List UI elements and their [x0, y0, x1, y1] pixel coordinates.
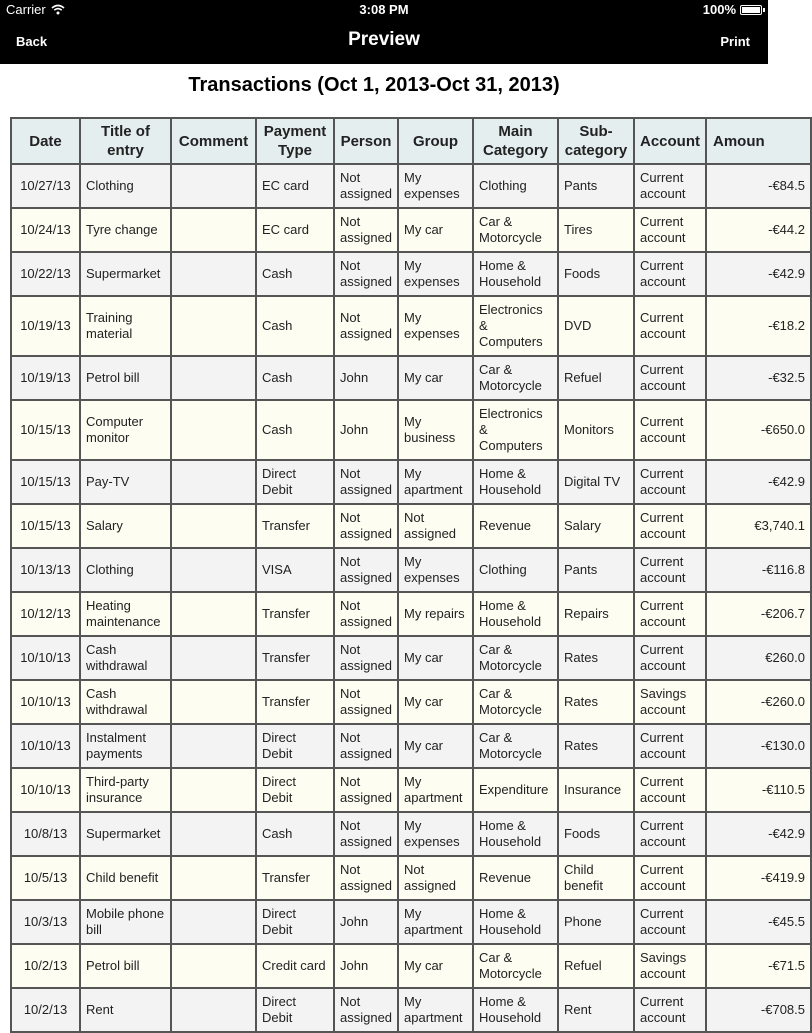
cell-title: Child benefit: [80, 856, 171, 900]
cell-title: Rent: [80, 988, 171, 1032]
table-row: [11, 988, 811, 1032]
table-row: [11, 724, 811, 768]
cell-title: Clothing: [80, 548, 171, 592]
cell-group: My expenses: [398, 296, 473, 356]
cell-account: Current account: [634, 856, 706, 900]
cell-group: My expenses: [398, 164, 473, 208]
cell-main-category: Car & Motorcycle: [473, 636, 558, 680]
cell-comment: [171, 296, 256, 356]
cell-title: Salary: [80, 504, 171, 548]
cell-person: Not assigned: [334, 856, 398, 900]
cell-sub-category: Refuel: [558, 944, 634, 988]
table-row: [11, 548, 811, 592]
cell-amount: -€116.8: [706, 548, 811, 592]
cell-sub-category: Foods: [558, 812, 634, 856]
cell-payment-type: Cash: [256, 400, 334, 460]
cell-account: Current account: [634, 460, 706, 504]
column-header-sub-category: Sub-category: [558, 118, 634, 164]
cell-main-category: Home & Household: [473, 988, 558, 1032]
cell-person: Not assigned: [334, 460, 398, 504]
cell-date: 10/19/13: [11, 296, 80, 356]
cell-title: Cash withdrawal: [80, 636, 171, 680]
cell-amount: -€206.7: [706, 592, 811, 636]
cell-date: 10/15/13: [11, 460, 80, 504]
cell-payment-type: EC card: [256, 164, 334, 208]
cell-payment-type: Cash: [256, 356, 334, 400]
cell-comment: [171, 988, 256, 1032]
column-header-account: Account: [634, 118, 706, 164]
cell-group: My expenses: [398, 812, 473, 856]
cell-payment-type: Direct Debit: [256, 768, 334, 812]
status-bar: [0, 0, 768, 20]
cell-account: Current account: [634, 356, 706, 400]
cell-main-category: Electronics & Computers: [473, 296, 558, 356]
cell-date: 10/24/13: [11, 208, 80, 252]
cell-main-category: Revenue: [473, 856, 558, 900]
cell-person: John: [334, 944, 398, 988]
cell-person: Not assigned: [334, 724, 398, 768]
column-header-date: Date: [11, 118, 80, 164]
cell-comment: [171, 636, 256, 680]
cell-main-category: Car & Motorcycle: [473, 208, 558, 252]
cell-comment: [171, 724, 256, 768]
cell-main-category: Clothing: [473, 164, 558, 208]
cell-amount: -€18.2: [706, 296, 811, 356]
cell-payment-type: Transfer: [256, 680, 334, 724]
cell-account: Savings account: [634, 944, 706, 988]
cell-date: 10/2/13: [11, 988, 80, 1032]
cell-payment-type: Transfer: [256, 504, 334, 548]
cell-sub-category: Pants: [558, 164, 634, 208]
cell-account: Current account: [634, 504, 706, 548]
print-button[interactable]: Print: [720, 34, 750, 49]
cell-sub-category: Rent: [558, 988, 634, 1032]
cell-title: Petrol bill: [80, 356, 171, 400]
cell-amount: -€260.0: [706, 680, 811, 724]
cell-main-category: Car & Motorcycle: [473, 356, 558, 400]
cell-account: Current account: [634, 592, 706, 636]
cell-date: 10/10/13: [11, 768, 80, 812]
cell-person: John: [334, 900, 398, 944]
cell-main-category: Revenue: [473, 504, 558, 548]
table-row: [11, 680, 811, 724]
cell-payment-type: Transfer: [256, 856, 334, 900]
column-header-group: Group: [398, 118, 473, 164]
cell-group: My expenses: [398, 548, 473, 592]
table-row: [11, 164, 811, 208]
cell-main-category: Car & Motorcycle: [473, 680, 558, 724]
cell-sub-category: Digital TV: [558, 460, 634, 504]
cell-date: 10/19/13: [11, 356, 80, 400]
cell-sub-category: Rates: [558, 724, 634, 768]
cell-group: My repairs: [398, 592, 473, 636]
cell-account: Current account: [634, 900, 706, 944]
cell-title: Heating maintenance: [80, 592, 171, 636]
cell-date: 10/12/13: [11, 592, 80, 636]
cell-amount: -€110.5: [706, 768, 811, 812]
clock: 3:08 PM: [359, 2, 409, 17]
cell-payment-type: EC card: [256, 208, 334, 252]
cell-account: Current account: [634, 768, 706, 812]
cell-comment: [171, 400, 256, 460]
cell-person: Not assigned: [334, 548, 398, 592]
report-title: Transactions (Oct 1, 2013-Oct 31, 2013): [188, 74, 560, 96]
cell-sub-category: Insurance: [558, 768, 634, 812]
cell-payment-type: Cash: [256, 296, 334, 356]
table-row: [11, 900, 811, 944]
cell-main-category: Electronics & Computers: [473, 400, 558, 460]
cell-person: Not assigned: [334, 680, 398, 724]
cell-sub-category: Foods: [558, 252, 634, 296]
cell-amount: -€650.0: [706, 400, 811, 460]
cell-comment: [171, 460, 256, 504]
cell-group: My car: [398, 208, 473, 252]
cell-payment-type: Credit card: [256, 944, 334, 988]
cell-amount: -€42.9: [706, 460, 811, 504]
cell-sub-category: Salary: [558, 504, 634, 548]
cell-amount: €260.0: [706, 636, 811, 680]
cell-main-category: Home & Household: [473, 812, 558, 856]
cell-group: My car: [398, 724, 473, 768]
table-row: [11, 460, 811, 504]
cell-amount: -€32.5: [706, 356, 811, 400]
cell-sub-category: Child benefit: [558, 856, 634, 900]
cell-person: Not assigned: [334, 592, 398, 636]
cell-title: Third-party insurance: [80, 768, 171, 812]
column-header-amount: Amoun: [706, 118, 811, 164]
battery-icon: [740, 5, 762, 15]
cell-date: 10/27/13: [11, 164, 80, 208]
cell-payment-type: Transfer: [256, 636, 334, 680]
cell-date: 10/13/13: [11, 548, 80, 592]
cell-title: Supermarket: [80, 812, 171, 856]
cell-account: Current account: [634, 548, 706, 592]
cell-comment: [171, 252, 256, 296]
cell-comment: [171, 900, 256, 944]
cell-title: Cash withdrawal: [80, 680, 171, 724]
cell-comment: [171, 856, 256, 900]
cell-comment: [171, 356, 256, 400]
cell-account: Current account: [634, 812, 706, 856]
cell-date: 10/15/13: [11, 400, 80, 460]
cell-date: 10/5/13: [11, 856, 80, 900]
table-header-row: [11, 118, 811, 164]
cell-amount: -€84.5: [706, 164, 811, 208]
cell-payment-type: Transfer: [256, 592, 334, 636]
cell-main-category: Clothing: [473, 548, 558, 592]
cell-amount: -€45.5: [706, 900, 811, 944]
cell-title: Pay-TV: [80, 460, 171, 504]
cell-main-category: Home & Household: [473, 460, 558, 504]
table-row: [11, 768, 811, 812]
cell-account: Current account: [634, 400, 706, 460]
back-button[interactable]: Back: [16, 34, 48, 49]
cell-person: Not assigned: [334, 636, 398, 680]
cell-main-category: Expenditure: [473, 768, 558, 812]
cell-comment: [171, 768, 256, 812]
cell-title: Mobile phone bill: [80, 900, 171, 944]
cell-payment-type: Direct Debit: [256, 988, 334, 1032]
cell-person: John: [334, 356, 398, 400]
cell-sub-category: Monitors: [558, 400, 634, 460]
cell-amount: €3,740.1: [706, 504, 811, 548]
cell-amount: -€44.2: [706, 208, 811, 252]
cell-comment: [171, 164, 256, 208]
transactions-body: [11, 164, 811, 1032]
table-row: [11, 296, 811, 356]
cell-main-category: Home & Household: [473, 900, 558, 944]
cell-group: My apartment: [398, 460, 473, 504]
cell-date: 10/10/13: [11, 680, 80, 724]
cell-title: Petrol bill: [80, 944, 171, 988]
cell-group: My apartment: [398, 768, 473, 812]
cell-comment: [171, 812, 256, 856]
cell-sub-category: Rates: [558, 680, 634, 724]
cell-payment-type: VISA: [256, 548, 334, 592]
table-row: [11, 636, 811, 680]
cell-account: Current account: [634, 296, 706, 356]
cell-group: My car: [398, 944, 473, 988]
cell-person: John: [334, 400, 398, 460]
cell-amount: -€130.0: [706, 724, 811, 768]
cell-account: Savings account: [634, 680, 706, 724]
cell-payment-type: Direct Debit: [256, 900, 334, 944]
table-row: [11, 356, 811, 400]
cell-sub-category: Phone: [558, 900, 634, 944]
cell-group: My apartment: [398, 900, 473, 944]
cell-title: Training material: [80, 296, 171, 356]
cell-account: Current account: [634, 988, 706, 1032]
cell-title: Tyre change: [80, 208, 171, 252]
navigation-bar: [0, 20, 768, 64]
table-row: [11, 252, 811, 296]
cell-title: Instalment payments: [80, 724, 171, 768]
cell-person: Not assigned: [334, 988, 398, 1032]
cell-main-category: Car & Motorcycle: [473, 724, 558, 768]
cell-person: Not assigned: [334, 164, 398, 208]
nav-title: Preview: [348, 29, 420, 50]
cell-date: 10/2/13: [11, 944, 80, 988]
cell-comment: [171, 208, 256, 252]
cell-account: Current account: [634, 252, 706, 296]
cell-sub-category: Tires: [558, 208, 634, 252]
cell-payment-type: Cash: [256, 252, 334, 296]
cell-person: Not assigned: [334, 504, 398, 548]
cell-account: Current account: [634, 724, 706, 768]
cell-group: Not assigned: [398, 504, 473, 548]
table-row: [11, 504, 811, 548]
cell-title: Computer monitor: [80, 400, 171, 460]
column-header-person: Person: [334, 118, 398, 164]
column-header-title: Title of entry: [80, 118, 171, 164]
table-row: [11, 856, 811, 900]
cell-title: Clothing: [80, 164, 171, 208]
cell-date: 10/3/13: [11, 900, 80, 944]
cell-group: My apartment: [398, 988, 473, 1032]
cell-sub-category: Pants: [558, 548, 634, 592]
cell-date: 10/22/13: [11, 252, 80, 296]
cell-comment: [171, 944, 256, 988]
cell-sub-category: Refuel: [558, 356, 634, 400]
cell-comment: [171, 548, 256, 592]
cell-group: My business: [398, 400, 473, 460]
table-row: [11, 208, 811, 252]
column-header-comment: Comment: [171, 118, 256, 164]
cell-amount: -€42.9: [706, 812, 811, 856]
cell-account: Current account: [634, 208, 706, 252]
battery-indicator: [703, 2, 762, 17]
table-row: [11, 592, 811, 636]
cell-account: Current account: [634, 164, 706, 208]
cell-comment: [171, 680, 256, 724]
cell-payment-type: Direct Debit: [256, 724, 334, 768]
cell-date: 10/10/13: [11, 724, 80, 768]
cell-account: Current account: [634, 636, 706, 680]
column-header-main-category: Main Category: [473, 118, 558, 164]
cell-person: Not assigned: [334, 252, 398, 296]
cell-person: Not assigned: [334, 812, 398, 856]
cell-date: 10/10/13: [11, 636, 80, 680]
cell-payment-type: Cash: [256, 812, 334, 856]
carrier-label: Carrier: [6, 2, 46, 17]
transactions-table: [10, 117, 812, 1033]
cell-amount: -€419.9: [706, 856, 811, 900]
cell-person: Not assigned: [334, 768, 398, 812]
cell-title: Supermarket: [80, 252, 171, 296]
cell-payment-type: Direct Debit: [256, 460, 334, 504]
cell-group: My car: [398, 636, 473, 680]
cell-main-category: Car & Motorcycle: [473, 944, 558, 988]
cell-comment: [171, 592, 256, 636]
column-header-payment-type: Payment Type: [256, 118, 334, 164]
battery-percent: 100%: [702, 2, 736, 17]
cell-group: My car: [398, 680, 473, 724]
table-row: [11, 400, 811, 460]
cell-group: My expenses: [398, 252, 473, 296]
cell-date: 10/15/13: [11, 504, 80, 548]
cell-sub-category: Rates: [558, 636, 634, 680]
cell-person: Not assigned: [334, 296, 398, 356]
cell-group: My car: [398, 356, 473, 400]
cell-group: Not assigned: [398, 856, 473, 900]
cell-sub-category: DVD: [558, 296, 634, 356]
cell-date: 10/8/13: [11, 812, 80, 856]
cell-sub-category: Repairs: [558, 592, 634, 636]
cell-main-category: Home & Household: [473, 252, 558, 296]
cell-amount: -€42.9: [706, 252, 811, 296]
cell-person: Not assigned: [334, 208, 398, 252]
table-row: [11, 944, 811, 988]
table-row: [11, 812, 811, 856]
cell-amount: -€708.5: [706, 988, 811, 1032]
cell-main-category: Home & Household: [473, 592, 558, 636]
cell-amount: -€71.5: [706, 944, 811, 988]
cell-comment: [171, 504, 256, 548]
